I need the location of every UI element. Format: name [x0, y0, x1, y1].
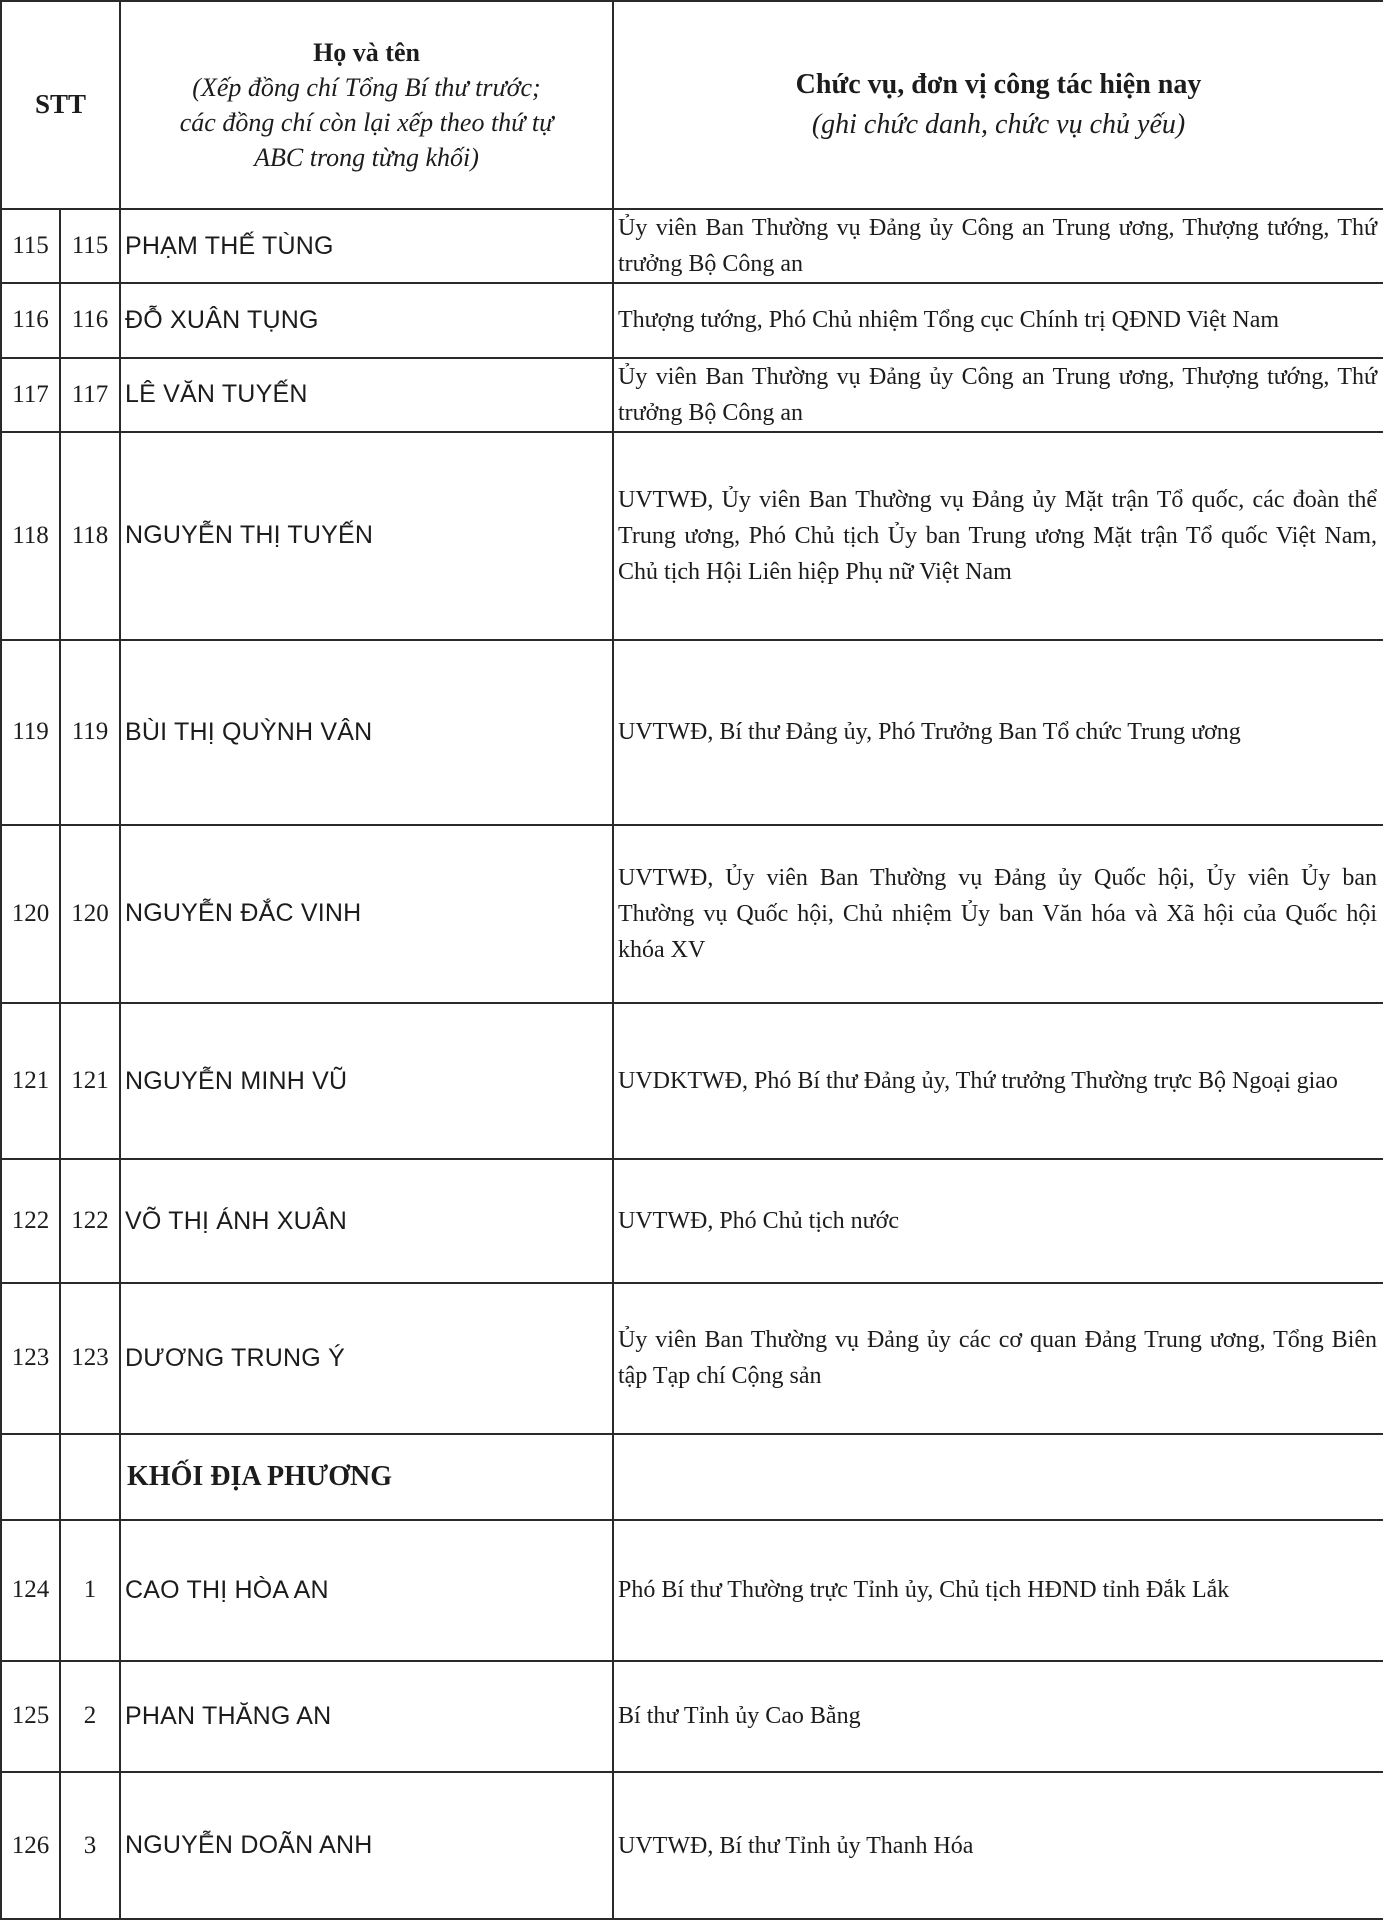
name-cell: LÊ VĂN TUYẾN: [120, 358, 613, 432]
name-cell: NGUYỄN THỊ TUYẾN: [120, 432, 613, 640]
header-position: [613, 1, 1383, 209]
position-cell: Thượng tướng, Phó Chủ nhiệm Tổng cục Chính trị QĐND Việt Nam: [613, 283, 1383, 357]
stt-cell: 125: [1, 1661, 60, 1773]
position-cell: Phó Bí thư Thường trực Tỉnh ủy, Chủ tịch HĐND tỉnh Đắk Lắk: [613, 1520, 1383, 1661]
header-name-title: Họ và tên: [313, 37, 420, 67]
stt-cell: 123: [1, 1283, 60, 1434]
table-row: [1, 1159, 1383, 1283]
sub-stt-cell: 121: [60, 1003, 120, 1160]
table-row: [1, 1661, 1383, 1773]
sub-stt-cell: 123: [60, 1283, 120, 1434]
header-name-note-3: ABC trong từng khối): [254, 142, 479, 172]
name-cell: ĐỖ XUÂN TỤNG: [120, 283, 613, 357]
name-cell: PHẠM THẾ TÙNG: [120, 209, 613, 283]
name-cell: VÕ THỊ ÁNH XUÂN: [120, 1159, 613, 1283]
header-name: [120, 1, 613, 209]
stt-cell: 117: [1, 358, 60, 432]
sub-stt-cell: 119: [60, 640, 120, 825]
sub-stt-cell: 2: [60, 1661, 120, 1773]
table-row: [1, 358, 1383, 432]
position-cell: Bí thư Tỉnh ủy Cao Bằng: [613, 1661, 1383, 1773]
name-cell: PHAN THĂNG AN: [120, 1661, 613, 1773]
table-row: [1, 283, 1383, 357]
header-position-title: Chức vụ, đơn vị công tác hiện nay: [795, 68, 1202, 100]
position-cell: UVTWĐ, Bí thư Tỉnh ủy Thanh Hóa: [613, 1772, 1383, 1919]
table-row: [1, 432, 1383, 640]
sub-stt-cell: 117: [60, 358, 120, 432]
header-stt: STT: [1, 1, 120, 209]
sub-stt-cell: 3: [60, 1772, 120, 1919]
table-row: [1, 1520, 1383, 1661]
header-row: [1, 1, 1383, 209]
stt-cell: 116: [1, 283, 60, 357]
name-cell: BÙI THỊ QUỲNH VÂN: [120, 640, 613, 825]
sub-stt-cell: 115: [60, 209, 120, 283]
sub-stt-cell: 1: [60, 1520, 120, 1661]
table-row: [1, 825, 1383, 1003]
position-cell: Ủy viên Ban Thường vụ Đảng ủy các cơ quan Đảng Trung ương, Tổng Biên tập Tạp chí Cộng sản: [613, 1283, 1383, 1434]
section-title: KHỐI ĐỊA PHƯƠNG: [120, 1434, 613, 1520]
stt-cell: 126: [1, 1772, 60, 1919]
header-position-note: (ghi chức danh, chức vụ chủ yếu): [811, 108, 1186, 140]
name-cell: NGUYỄN ĐẮC VINH: [120, 825, 613, 1003]
table-row: [1, 209, 1383, 283]
header-name-note-2: các đồng chí còn lại xếp theo thứ tự: [179, 107, 554, 137]
section-row: [1, 1434, 1383, 1520]
position-cell: UVTWĐ, Bí thư Đảng ủy, Phó Trưởng Ban Tổ chức Trung ương: [613, 640, 1383, 825]
sub-stt-cell: 122: [60, 1159, 120, 1283]
position-cell: Ủy viên Ban Thường vụ Đảng ủy Công an Trung ương, Thượng tướng, Thứ trưởng Bộ Công an: [613, 209, 1383, 283]
position-cell: UVTWĐ, Ủy viên Ban Thường vụ Đảng ủy Quốc hội, Ủy viên Ủy ban Thường vụ Quốc hội, Chủ nhiệm Ủy ban Văn hóa và Xã hội của Quốc hội khóa XV: [613, 825, 1383, 1003]
stt-cell: 124: [1, 1520, 60, 1661]
name-cell: NGUYỄN DOÃN ANH: [120, 1772, 613, 1919]
stt-cell: 122: [1, 1159, 60, 1283]
table-row: [1, 1283, 1383, 1434]
name-cell: CAO THỊ HÒA AN: [120, 1520, 613, 1661]
position-cell: UVTWĐ, Phó Chủ tịch nước: [613, 1159, 1383, 1283]
stt-cell: 115: [1, 209, 60, 283]
section-position-cell: [613, 1434, 1383, 1520]
stt-cell: 120: [1, 825, 60, 1003]
table-row: [1, 1003, 1383, 1160]
header-name-note-1: (Xếp đồng chí Tổng Bí thư trước;: [192, 72, 541, 102]
name-cell: DƯƠNG TRUNG Ý: [120, 1283, 613, 1434]
stt-cell: 118: [1, 432, 60, 640]
stt-cell: 121: [1, 1003, 60, 1160]
stt-cell: 119: [1, 640, 60, 825]
table-row: [1, 1772, 1383, 1919]
table-row: [1, 640, 1383, 825]
sub-stt-cell: 116: [60, 283, 120, 357]
name-cell: NGUYỄN MINH VŨ: [120, 1003, 613, 1160]
position-cell: UVTWĐ, Ủy viên Ban Thường vụ Đảng ủy Mặt trận Tổ quốc, các đoàn thể Trung ương, Phó Chủ tịch Ủy ban Trung ương Mặt trận Tổ quốc Việt Nam, Chủ tịch Hội Liên hiệp Phụ nữ Việt Nam: [613, 432, 1383, 640]
section-sub-cell: [60, 1434, 120, 1520]
sub-stt-cell: 120: [60, 825, 120, 1003]
position-cell: Ủy viên Ban Thường vụ Đảng ủy Công an Trung ương, Thượng tướng, Thứ trưởng Bộ Công an: [613, 358, 1383, 432]
position-cell: UVDKTWĐ, Phó Bí thư Đảng ủy, Thứ trưởng Thường trực Bộ Ngoại giao: [613, 1003, 1383, 1160]
section-stt-cell: [1, 1434, 60, 1520]
sub-stt-cell: 118: [60, 432, 120, 640]
